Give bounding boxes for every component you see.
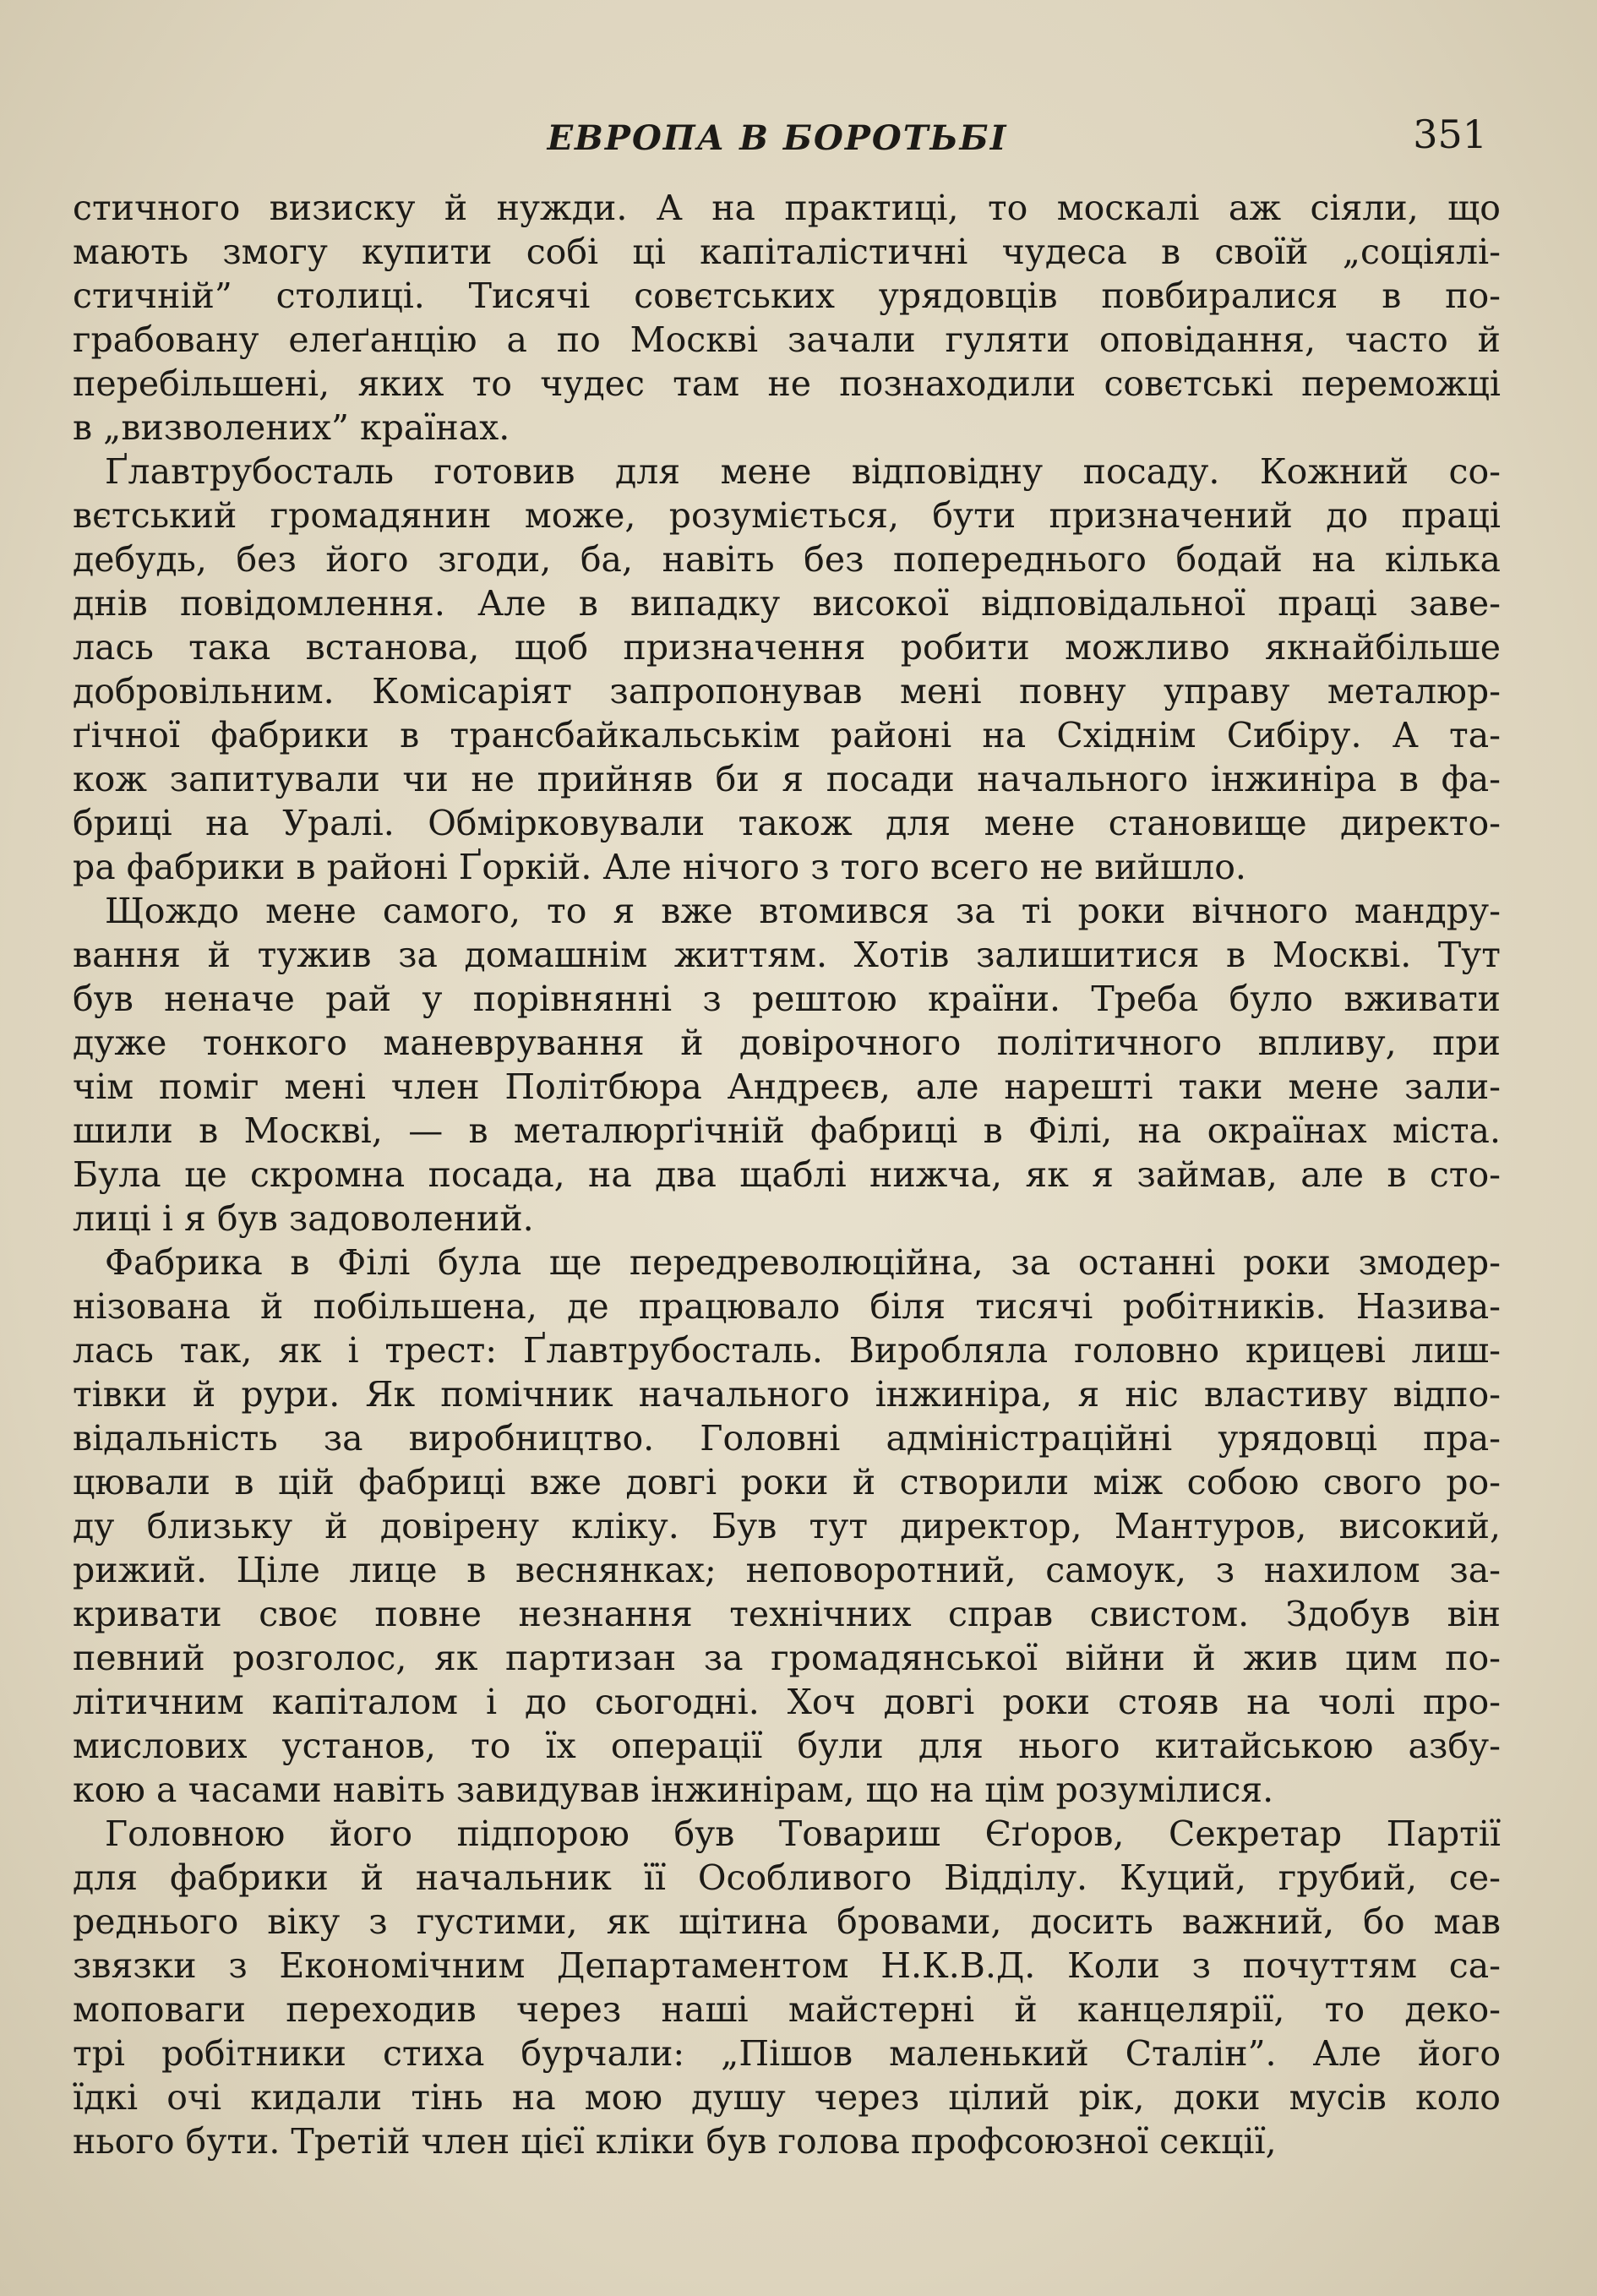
- text-line: звязки з Економічним Департаментом Н.К.В.Д. Коли з почуттям са-: [73, 1945, 1501, 1986]
- text-line: чім поміг мені член Політбюра Андреєв, але нарешті таки мене зали-: [73, 1066, 1501, 1107]
- text-line: перебільшені, яких то чудес там не познаходили совєтські переможці: [73, 363, 1501, 404]
- text-line: ґічної фабрики в трансбайкальськім районі на Східнім Сибіру. А та-: [73, 715, 1501, 755]
- paragraph: [73, 186, 1501, 450]
- text-line: Була це скромна посада, на два щаблі нижча, як я займав, але в сто-: [73, 1154, 1501, 1195]
- text-line: Ґлавтрубосталь готовив для мене відповідну посаду. Кожний со-: [105, 451, 1501, 492]
- running-head: [68, 112, 1487, 169]
- text-line: Головною його підпорою був Товариш Єґоров, Секретар Партії: [105, 1813, 1501, 1854]
- text-line: шили в Москві, — в металюрґічній фабриці в Філі, на окраїнах міста.: [73, 1110, 1501, 1151]
- running-title: ЕВРОПА В БОРОТЬБІ: [547, 118, 1008, 158]
- paragraph: [73, 889, 1501, 1241]
- paragraph: [73, 1812, 1501, 2163]
- text-line: вання й тужив за домашнім життям. Хотів залишитися в Москві. Тут: [73, 935, 1501, 975]
- text-line: ра фабрики в районі Ґоркій. Але нічого з того всего не вийшло.: [73, 847, 1246, 887]
- text-line: кож запитували чи не прийняв би я посади начального інжиніра в фа-: [73, 759, 1501, 799]
- page-number: 351: [1413, 112, 1487, 157]
- text-line: літичним капіталом і до сьогодні. Хоч довгі роки стояв на чолі про-: [73, 1682, 1501, 1722]
- text-line: певний розголос, як партизан за громадянської війни й жив цим по-: [73, 1638, 1501, 1678]
- text-line: вєтський громадянин може, розуміється, бути призначений до праці: [73, 495, 1501, 536]
- text-line: дебудь, без його згоди, ба, навіть без попереднього бодай на кілька: [73, 539, 1501, 580]
- text-line: цювали в цій фабриці вже довгі роки й створили між собою свого ро-: [73, 1462, 1501, 1502]
- text-line: Щождо мене самого, то я вже втомився за ті роки вічного мандру-: [105, 891, 1501, 931]
- paragraph: [73, 1241, 1501, 1812]
- text-line: ду близьку й довірену кліку. Був тут директор, Мантуров, високий,: [73, 1506, 1501, 1546]
- text-line: стичного визиску й нужди. А на практиці, то москалі аж сіяли, що: [73, 188, 1501, 228]
- text-line: стичній” столиці. Тисячі совєтських урядовців повбиралися в по-: [73, 275, 1501, 316]
- text-line: моповаги переходив через наші майстерні й канцелярії, то деко-: [73, 1989, 1501, 2030]
- text-line: відальність за виробництво. Головні адміністраційні урядовці пра-: [73, 1418, 1501, 1459]
- paragraph: [73, 450, 1501, 889]
- text-line: для фабрики й начальник її Особливого Відділу. Куций, грубий, се-: [73, 1857, 1501, 1898]
- text-line: бриці на Уралі. Обмірковували також для мене становище директо-: [73, 803, 1501, 843]
- text-line: мають змогу купити собі ці капіталістичні чудеса в своїй „соціялі-: [73, 232, 1501, 272]
- text-line: лиці і я був задоволений.: [73, 1198, 534, 1239]
- text-line: трі робітники стиха бурчали: „Пішов маленький Сталін”. Але його: [73, 2033, 1501, 2074]
- text-line: їдкі очі кидали тінь на мою душу через цілий рік, доки мусів коло: [73, 2077, 1501, 2118]
- text-line: був неначе рай у порівнянні з рештою країни. Треба було вживати: [73, 979, 1501, 1019]
- body-text: [73, 186, 1501, 2163]
- text-line: добровільним. Комісаріят запропонував мені повну управу металюр-: [73, 671, 1501, 712]
- text-line: в „визволених” країнах.: [73, 407, 510, 448]
- text-line: кою а часами навіть завидував інжинірам, що на цім розумілися.: [73, 1770, 1274, 1810]
- text-line: дуже тонкого маневрування й довірочного політичного впливу, при: [73, 1023, 1501, 1063]
- text-line: лась так, як і трест: Ґлавтрубосталь. Виробляла головно крицеві лиш-: [73, 1330, 1501, 1371]
- text-line: кривати своє повне незнання технічних справ свистом. Здобув він: [73, 1594, 1501, 1634]
- bleed-through-text: [591, 24, 1521, 74]
- text-line: нього бути. Третій член цієї кліки був голова профсоюзної секції,: [73, 2121, 1277, 2162]
- text-line: тівки й рури. Як помічник начального інжиніра, я ніс властиву відпо-: [73, 1374, 1501, 1415]
- text-line: мислових установ, то їх операції були для нього китайською азбу-: [73, 1726, 1501, 1766]
- text-line: днів повідомлення. Але в випадку високої відповідальної праці заве-: [73, 583, 1501, 624]
- text-line: реднього віку з густими, як щітина бровами, досить важний, бо мав: [73, 1901, 1501, 1942]
- text-line: грабовану елеґанцію а по Москві зачали гуляти оповідання, часто й: [73, 319, 1501, 360]
- text-line: лась така встанова, щоб призначення робити можливо якнайбільше: [73, 627, 1501, 668]
- text-line: Фабрика в Філі була ще передреволюційна, за останні роки змодер-: [105, 1242, 1501, 1283]
- text-line: рижий. Ціле лице в веснянках; неповоротний, самоук, з нахилом за-: [73, 1550, 1501, 1590]
- text-line: нізована й побільшена, де працювало біля тисячі робітників. Назива-: [73, 1286, 1501, 1327]
